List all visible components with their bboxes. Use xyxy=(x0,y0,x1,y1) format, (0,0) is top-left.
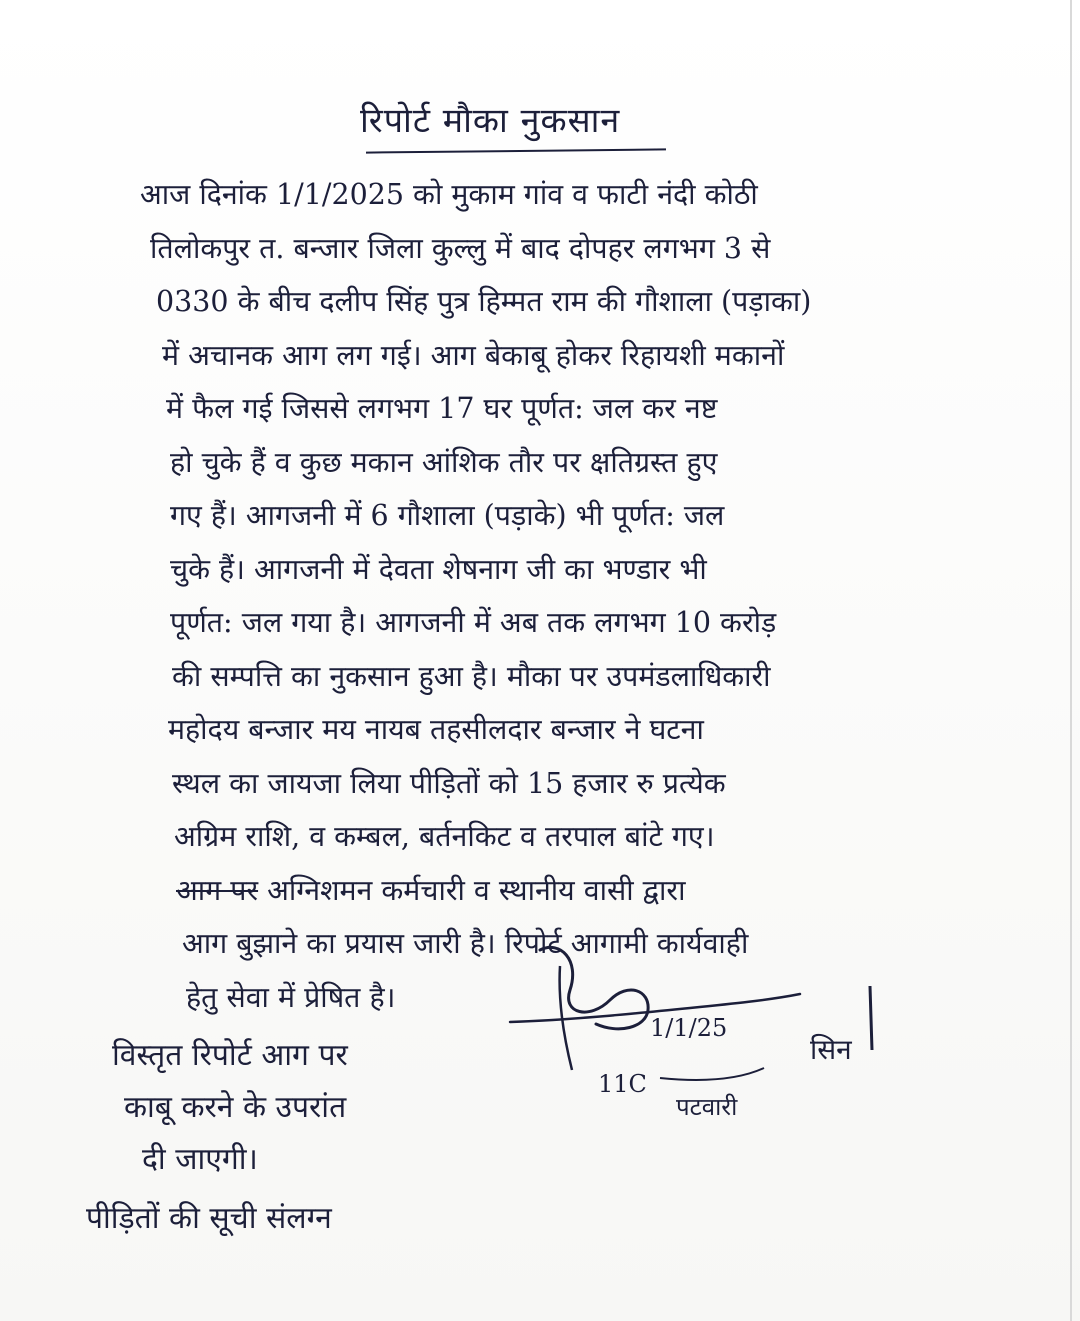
report-line-text: अग्निशमन कर्मचारी व स्थानीय वासी द्वारा xyxy=(267,873,686,907)
signature-date: 1/1/25 xyxy=(650,1014,728,1042)
report-line: आग बुझाने का प्रयास जारी है। रिपोर्ट आगामी कार्यवाही xyxy=(182,927,749,960)
report-line: की सम्पत्ति का नुकसान हुआ है। मौका पर उपमंडलाधिकारी xyxy=(172,659,771,693)
report-line: तिलोकपुर त. बन्जार जिला कुल्लु में बाद दोपहर लगभग 3 से xyxy=(150,231,771,265)
report-line: महोदय बन्जार मय नायब तहसीलदार बन्जार ने घटना xyxy=(168,713,704,746)
report-line: हेतु सेवा में प्रेषित है। xyxy=(186,980,396,1014)
signature-code: 11C xyxy=(598,1070,647,1098)
report-line: अग्रिम राशि, व कम्बल, बर्तनकिट व तरपाल बांटे गए। xyxy=(174,820,715,853)
report-line: आज दिनांक 1/1/2025 को मुकाम गांव व फाटी नंदी कोठी xyxy=(140,178,758,211)
report-line: हो चुके हैं व कुछ मकान आंशिक तौर पर क्षतिग्रस्त हुए xyxy=(170,445,718,479)
report-line: में अचानक आग लग गई। आग बेकाबू होकर रिहायशी मकानों xyxy=(162,338,785,372)
struck-text: आग पर xyxy=(176,873,259,907)
report-line: स्थल का जायजा लिया पीड़ितों को 15 हजार रु प्रत्येक xyxy=(172,766,726,800)
report-line: गए हैं। आगजनी में 6 गौशाला (पड़ाके) भी पूर्णत: जल xyxy=(170,499,725,532)
note-line: विस्तृत रिपोर्ट आग पर xyxy=(112,1038,348,1073)
report-line: चुके हैं। आगजनी में देवता शेषनाग जी का भण्डार भी xyxy=(170,552,707,586)
followup-note xyxy=(112,1030,492,1186)
report-line: में फैल गई जिससे लगभग 17 घर पूर्णत: जल कर नष्ट xyxy=(166,392,718,425)
page-edge xyxy=(1070,0,1072,1321)
signature-mark: सिन xyxy=(810,1033,852,1066)
title-underline xyxy=(366,148,666,153)
note-line: काबू करने के उपरांत xyxy=(124,1090,347,1125)
note-line: दी जाएगी। xyxy=(142,1142,258,1177)
report-line: 0330 के बीच दलीप सिंह पुत्र हिम्मत राम की गौशाला (पड़ाका) xyxy=(156,285,812,318)
signature-designation: पटवारी xyxy=(676,1093,738,1121)
report-line-with-strike xyxy=(176,864,1040,918)
report-title: रिपोर्ट मौका नुकसान xyxy=(360,101,621,141)
signature-block xyxy=(500,930,900,1130)
report-line: पूर्णत: जल गया है। आगजनी में अब तक लगभग 10 करोड़ xyxy=(170,606,777,639)
report-body xyxy=(140,168,1040,1024)
attachment-note: पीड़ितों की सूची संलग्न xyxy=(86,1201,332,1236)
